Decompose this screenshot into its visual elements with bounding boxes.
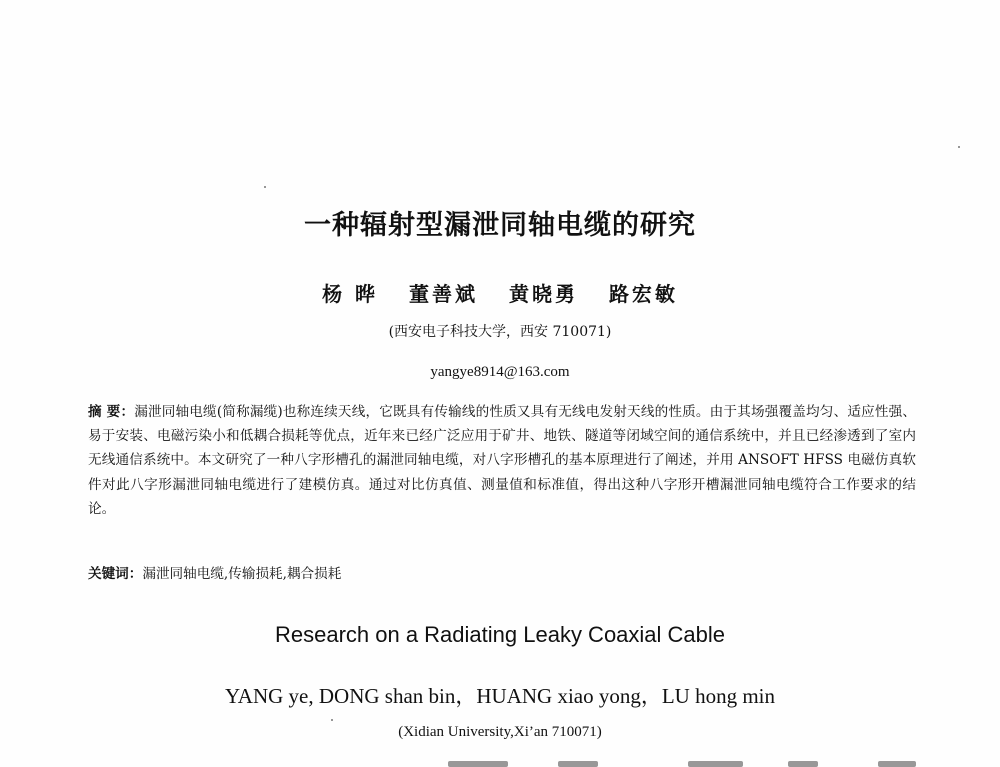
chinese-abstract: [88, 400, 916, 521]
chinese-authors: [0, 278, 1000, 307]
author-cn-3: 黄晓勇: [508, 282, 578, 306]
keywords-label: 关键词：: [88, 566, 143, 582]
cutoff-text-line: [88, 757, 916, 767]
author-cn-1: 杨 晔: [322, 282, 379, 306]
author-cn-2: 董善斌: [409, 282, 478, 306]
english-affiliation: (Xidian University,Xi’an 710071): [398, 724, 602, 740]
author-cn-4: 路宏敏: [608, 282, 678, 306]
keywords-text: 漏泄同轴电缆,传输损耗,耦合损耗: [142, 566, 342, 582]
scan-speck: [331, 719, 333, 721]
author-email: yangye8914@163.com: [430, 364, 570, 380]
scan-speck: [958, 146, 960, 148]
english-title: Research on a Radiating Leaky Coaxial Cable: [274, 622, 726, 647]
abstract-text: 漏泄同轴电缆(简称漏缆)也称连续天线，它既具有传输线的性质又具有无线电发射天线的性质。由于其场强覆盖均匀、适应性强、易于安装、电磁污染小和低耦合损耗等优点，近年来已经广泛应用于矿井、地铁、隧道等闭域空间的通信系统中，并且已经渗透到了室内无线通信系统中。本文研究了一种八字形槽孔的漏泄同轴电缆，对八字形槽孔的基本原理进行了阐述，并用 ANSOFT HFSS 电磁仿真软件对此八字形漏泄同轴电缆进行了建模仿真。通过对比仿真值、测量值和标准值，得出这种八字形开槽漏泄同轴电缆符合工作要求的结论。: [88, 404, 916, 517]
chinese-keywords: [88, 563, 916, 585]
scan-speck: [264, 186, 266, 188]
chinese-title: 一种辐射型漏泄同轴电缆的研究: [304, 210, 696, 241]
chinese-affiliation: (西安电子科技大学，西安 710071): [388, 324, 612, 340]
english-authors: YANG ye, DONG shan bin，HUANG xiao yong，LU hong min: [224, 684, 776, 708]
abstract-label: 摘 要：: [88, 404, 135, 420]
